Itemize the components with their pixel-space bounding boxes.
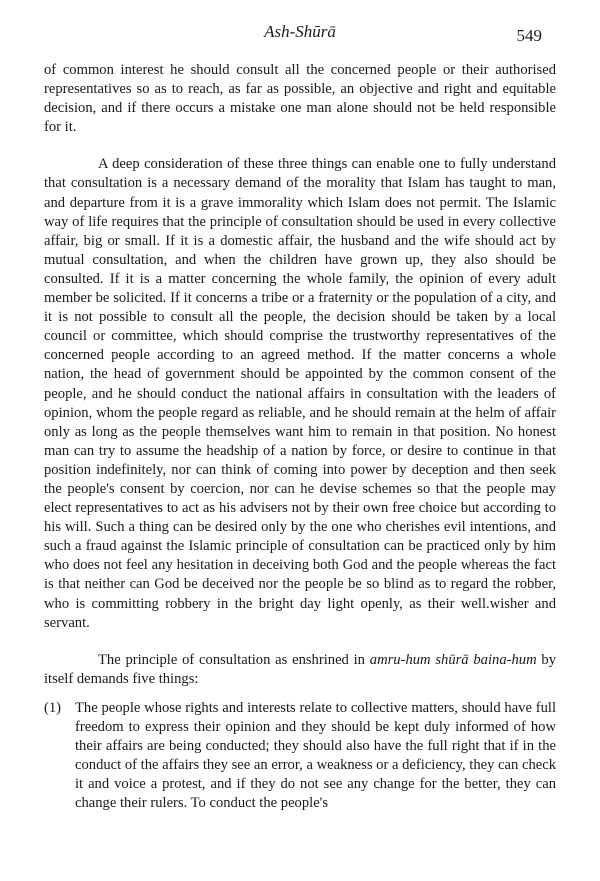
paragraph-five-things-lead: The principle of consultation as enshrined in — [98, 651, 365, 668]
paragraph-continuation: of common interest he should consult all the concerned people or their authorised representatives so as to reach, as far as possible, an objective and right and equitable decision, and if there occurs a mistake one man alone should not be held responsible for it. — [44, 62, 556, 136]
running-title: Ash-Shūrā — [264, 22, 336, 41]
paragraph-consultation-morality: A deep consideration of these three things can enable one to fully understand that consultation is a necessary demand of the morality that Islam has taught to man, and departure from it is a grave immorality which Islam does not permit. The Islamic way of life requires that the principle of consultation should be used in every collective affair, big or small. If it is a domestic affair, the husband and the wife should act by mutual consultation, and when the children have grown up, they also should be consulted. If it is a matter concerning the whole family, the opinion of every adult member be solicited. If it concerns a tribe or a fraternity or the population of a city, and it is not possible to consult all the people, the decision should be taken by a local council or committee, which should comprise the trustworthy representatives of the concerned people according to an agreed method. If the matter concerns a whole nation, the head of government should be appointed by the common consent of the people, and he should conduct the national affairs in consultation with the leaders of opinion, whom the people regard as reliable, and he should remain at the helm of affair only as long as the people themselves want him to remain in that position. No honest man can try to assume the headship of a nation by force, or desire to continue in that position indefinitely, nor can think of coming into power by deception and then seek the people's consent by coercion, nor can he devise schemes so that the people may elect representatives to act as his advisers not by their own free choice but according to his will. Such a thing can be desired only by the one who cherishes evil intentions, and such a fraud against the Islamic principle of consultation can be practiced only by him who does not feel any hesitation in deceiving both God and the people whereas the fact is that neither can God be deceived nor the people be so blind as to regard the robber, who is committing robbery in the bright day light openly, as their well.wisher and servant. — [44, 156, 556, 631]
list-item — [44, 699, 556, 814]
page-number: 549 — [516, 26, 542, 45]
paragraph-five-things-tail: by itself demands five things: — [44, 651, 556, 687]
paragraph-five-things — [44, 651, 556, 689]
list-item-marker: (1) — [44, 699, 62, 716]
list-item-text: The people whose rights and interests relate to collective matters, should have full freedom to express their opinion and they should be kept duly informed of how their affairs are being conducted; they should also have the full right that if in the conduct of the affairs they see an error, a weakness or a deficiency, they can check it and voice a protest, and if they do not see any change for the better, they can change their rulers. To conduct the people's — [75, 699, 556, 812]
body-text — [44, 61, 556, 813]
quranic-phrase: amru-hum shūrā baina-hum — [369, 651, 537, 668]
